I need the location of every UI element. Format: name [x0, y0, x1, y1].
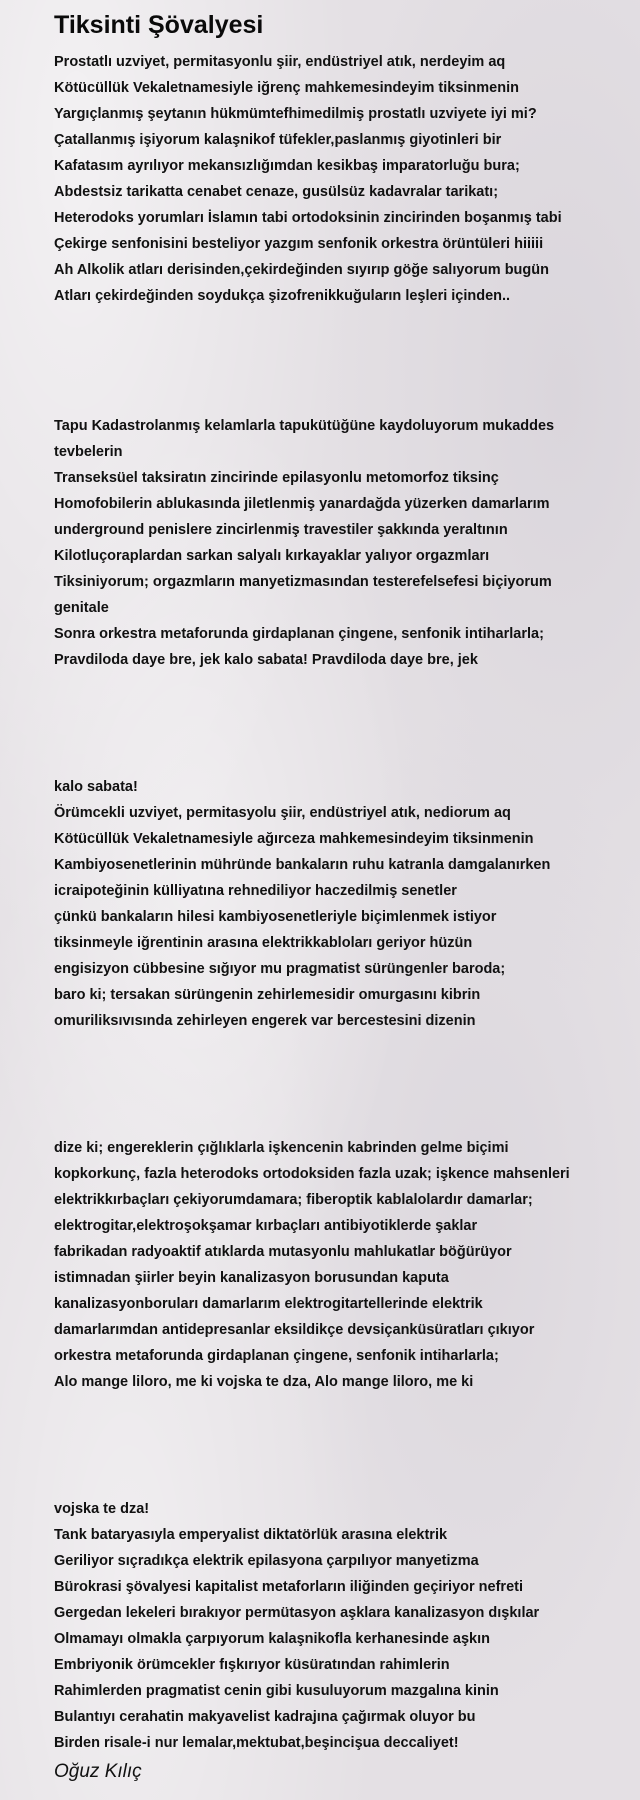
poem-line: elektrikkırbaçları çekiyorumdamara; fiberoptik kablalolardır damarlar; — [54, 1192, 533, 1208]
poem-line: çünkü bankaların hilesi kambiyosenetleriyle biçimlenmek istiyor — [54, 909, 497, 925]
poem-line: damarlarımdan antidepresanlar eksildikçe devsiçanküsüratları çıkıyor — [54, 1322, 535, 1338]
poem-line: kopkorkunç, fazla heterodoks ortodoksiden fazla uzak; işkence mahsenleri — [54, 1166, 570, 1182]
poem-line: baro ki; tersakan sürüngenin zehirlemesidir omurgasını kibrin — [54, 987, 481, 1003]
poem-line: omuriliksıvısında zehirleyen engerek var bercestesini dizenin — [54, 1013, 476, 1029]
poem-line: Çekirge senfonisini besteliyor yazgım senfonik orkestra örüntüleri hiiiii — [54, 236, 544, 252]
stanza-gap — [54, 309, 630, 413]
stanza-2 — [54, 413, 630, 673]
poem-title: Tiksinti Şövalyesi — [54, 11, 264, 39]
poem-line: Alo mange liloro, me ki vojska te dza, Alo mange liloro, me ki — [54, 1374, 474, 1390]
poem-line: Homofobilerin ablukasında jiletlenmiş yanardağda yüzerken damarlarım — [54, 496, 550, 512]
poem-line: engisizyon cübbesine sığıyor mu pragmatist sürüngenler baroda; — [54, 961, 506, 977]
poem-line: kanalizasyonboruları damarlarım elektrogitartellerinde elektrik — [54, 1296, 483, 1312]
poem-line: Kambiyosenetlerinin mühründe bankaların ruhu katranla damgalanırken — [54, 857, 551, 873]
poem-line: Atları çekirdeğinden soydukça şizofrenikkuğuların leşleri içinden.. — [54, 288, 511, 304]
poem-line: Bulantıyı cerahatin makyavelist kadrajına çağırmak oluyor bu — [54, 1709, 476, 1725]
poem-line: tiksinmeyle iğrentinin arasına elektrikkabloları geriyor hüzün — [54, 935, 473, 951]
poem-line: Kilotluçoraplardan sarkan salyalı kırkayaklar yalıyor orgazmları — [54, 548, 490, 564]
poem-line: istimnadan şiirler beyin kanalizasyon borusundan kaputa — [54, 1270, 449, 1286]
poem-line: tevbelerin — [54, 444, 123, 460]
poem-line: Sonra orkestra metaforunda girdaplanan çingene, senfonik intiharlarla; — [54, 626, 544, 642]
poem-line: genitale — [54, 600, 109, 616]
poem-line: Çatallanmış işiyorum kalaşnikof tüfekler,paslanmış giyotinleri bir — [54, 132, 502, 148]
stanza-4 — [54, 1135, 630, 1395]
stanza-3 — [54, 774, 630, 1034]
poem-line: Kötücüllük Vekaletnamesiyle iğrenç mahkemesindeyim tiksinmenin — [54, 80, 519, 96]
poem-line: Heterodoks yorumları İslamın tabi ortodoksinin zincirinden boşanmış tabi — [54, 210, 562, 226]
poem-line: Pravdiloda daye bre, jek kalo sabata! Pravdiloda daye bre, jek — [54, 652, 478, 668]
poem-line: Kötücüllük Vekaletnamesiyle ağırceza mahkemesindeyim tiksinmenin — [54, 831, 534, 847]
poem-line: Ah Alkolik atları derisinden,çekirdeğinden sıyırıp göğe salıyorum bugün — [54, 262, 549, 278]
poem-line: Bürokrasi şövalyesi kapitalist metaforların iliğinden geçiriyor nefreti — [54, 1579, 523, 1595]
poem-line: Kafatasım ayrılıyor mekansızlığımdan kesikbaş imparatorluğu bura; — [54, 158, 520, 174]
stanza-gap — [54, 673, 630, 774]
poem-line: orkestra metaforunda girdaplanan çingene, senfonik intiharlarla; — [54, 1348, 499, 1364]
poem-line: Embriyonik örümcekler fışkırıyor küsüratından rahimlerin — [54, 1657, 450, 1673]
poem-line: Prostatlı uzviyet, permitasyonlu şiir, endüstriyel atık, nerdeyim aq — [54, 54, 506, 70]
stanza-gap — [54, 1395, 630, 1496]
stanza-1 — [54, 49, 630, 309]
poem-line: Abdestsiz tarikatta cenabet cenaze, gusülsüz kadavralar tarikatı; — [54, 184, 499, 200]
poem-line: Transeksüel taksiratın zincirinde epilasyonlu metomorfoz tiksinç — [54, 470, 499, 486]
poem-line: icraipoteğinin külliyatına rehnediliyor haczedilmiş senetler — [54, 883, 457, 899]
poem-line: Gergedan lekeleri bırakıyor permütasyon aşklara kanalizasyon dışkılar — [54, 1605, 540, 1621]
stanza-5 — [54, 1496, 630, 1756]
poem-line: vojska te dza! — [54, 1501, 150, 1517]
poem-line: Yargıçlanmış şeytanın hükmümtefhimedilmiş prostatlı uzviyete iyi mi? — [54, 106, 537, 122]
poem-line: Tiksiniyorum; orgazmların manyetizmasından testerefelsefesi biçiyorum — [54, 574, 552, 590]
poem-line: Geriliyor sıçradıkça elektrik epilasyona çarpılıyor manyetizma — [54, 1553, 479, 1569]
poem-line: Tapu Kadastrolanmış kelamlarla tapukütüğüne kaydoluyorum mukaddes — [54, 418, 555, 434]
poem-line: Tank bataryasıyla emperyalist diktatörlük arasına elektrik — [54, 1527, 448, 1543]
poem-line: Rahimlerden pragmatist cenin gibi kusuluyorum mazgalına kinin — [54, 1683, 499, 1699]
poem-line: fabrikadan radyoaktif atıklarda mutasyonlu mahlukatlar böğürüyor — [54, 1244, 512, 1260]
poem-line: underground penislere zincirlenmiş travestiler şakkında yeraltının — [54, 522, 508, 538]
poem-line: Örümcekli uzviyet, permitasyolu şiir, endüstriyel atık, nediorum aq — [54, 805, 511, 821]
poem-page — [54, 10, 630, 1784]
poem-line: dize ki; engereklerin çığlıklarla işkencenin kabrinden gelme biçimi — [54, 1140, 509, 1156]
poem-line: Birden risale-i nur lemalar,mektubat,beşincişua deccaliyet! — [54, 1735, 459, 1751]
stanza-gap — [54, 1034, 630, 1135]
poem-line: kalo sabata! — [54, 779, 138, 795]
poem-line: elektrogitar,elektroşokşamar kırbaçları antibiyotiklerde şaklar — [54, 1218, 478, 1234]
poem-line: Olmamayı olmakla çarpıyorum kalaşnikofla kerhanesinde aşkın — [54, 1631, 491, 1647]
poem-author: Oğuz Kılıç — [54, 1761, 142, 1782]
